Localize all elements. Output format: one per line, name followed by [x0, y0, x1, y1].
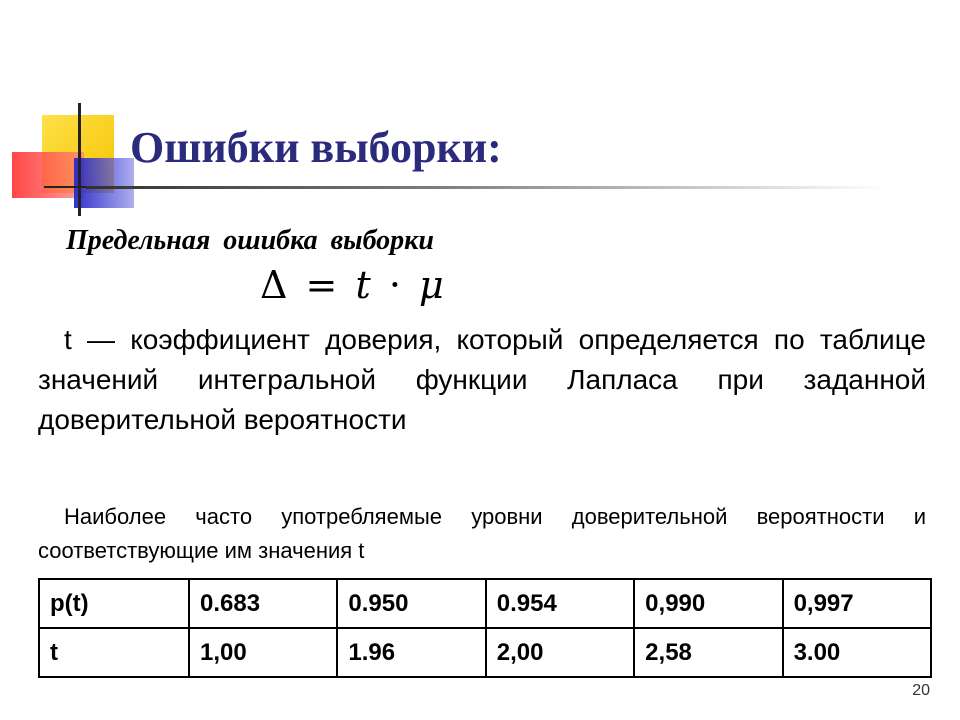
table-cell: t: [39, 628, 189, 677]
subheading: Предельная ошибка выборки: [66, 225, 434, 256]
decor-horizontal-line: [44, 186, 86, 188]
table-cell: 1.96: [337, 628, 485, 677]
table-row: [39, 628, 931, 677]
table-cell: 0.683: [189, 579, 337, 628]
table-cell: 2,58: [634, 628, 782, 677]
table-cell: 2,00: [486, 628, 634, 677]
table-cell: 0,997: [783, 579, 931, 628]
paragraph-coefficient-definition: t — коэффициент доверия, который определяется по таблице значений интегральной функции Лапласа при заданной доверительной вероятности: [38, 324, 926, 435]
formula-delta: Δ: [260, 263, 288, 307]
page-number: 20: [912, 682, 930, 699]
table-row: [39, 579, 931, 628]
formula-mu: μ: [419, 263, 444, 307]
table-cell: 0.954: [486, 579, 634, 628]
confidence-table: [38, 578, 932, 678]
decor-vertical-line: [78, 103, 81, 216]
formula: [260, 263, 450, 307]
table-cell: 0,990: [634, 579, 782, 628]
formula-t: t: [355, 263, 371, 307]
table-cell: 3.00: [783, 628, 931, 677]
title-underline: [86, 186, 886, 189]
paragraph-confidence-levels: Наиболее часто употребляемые уровни доверительной вероятности и соответствующие им значения t: [38, 504, 926, 563]
formula-dot: ·: [388, 263, 401, 307]
table-cell: p(t): [39, 579, 189, 628]
decor-blue-rectangle: [74, 158, 134, 208]
table-cell: 0.950: [337, 579, 485, 628]
slide-title: Ошибки выборки:: [130, 123, 502, 172]
table-cell: 1,00: [189, 628, 337, 677]
formula-equals: =: [305, 263, 338, 307]
